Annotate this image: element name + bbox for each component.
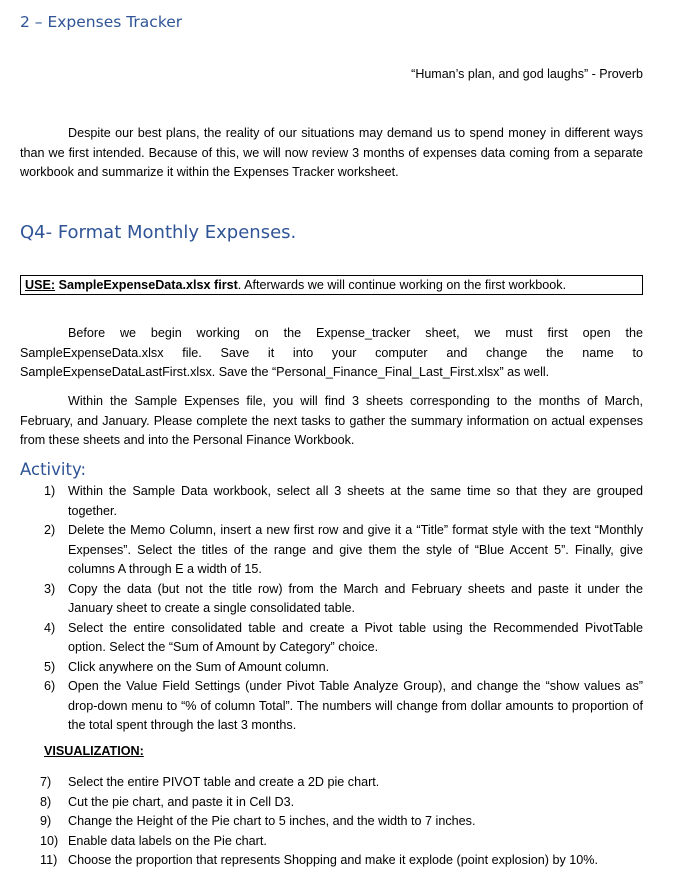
step-number: 8) [40,794,52,809]
step-number: 9) [40,814,52,828]
q4-heading: Q4- Format Monthly Expenses. [20,222,297,243]
list-item [44,658,643,678]
list-item [44,677,643,736]
step-text: Select the entire PIVOT table and create a 2D pie chart. [68,775,380,789]
step-text: Change the Height of the Pie chart to 5 inches, and the width to 7 inches. [68,814,476,828]
visualization-heading: VISUALIZATION: [44,744,144,758]
step-number: 11) [40,853,58,867]
list-item [40,812,643,832]
step-text: Choose the proportion that represents Shopping and make it explode (point explosion) by 10%. [68,853,598,867]
step-text: Enable data labels on the Pie chart. [68,833,267,848]
paragraph-setup [20,324,643,383]
step-number: 5) [44,659,56,674]
proverb-quote: “Human’s plan, and god laughs” - Proverb [411,67,643,81]
step-text: Select the entire consolidated table and create a Pivot table using the Recommended PivotTable option. Select the “Sum of Amount by Category” choice. [68,620,643,654]
paragraph-sheets [20,392,643,451]
use-label: USE: [25,278,56,292]
list-item [40,793,643,813]
step-text: Open the Value Field Settings (under Pivot Table Analyze Group), and change the “show values as” drop-down menu to “% of column Total”. The numbers will change from dollar amounts to proportion of the total spent through the last 3 months. [68,679,643,732]
list-item [40,832,643,852]
step-text: Cut the pie chart, and paste it in Cell D3. [68,794,295,809]
use-instruction: . Afterwards we will continue working on the first workbook. [237,278,567,292]
step-number: 1) [44,484,56,498]
activity-heading: Activity: [20,460,87,479]
paragraph-sheets-text: Within the Sample Expenses file, you will find 3 sheets corresponding to the months of March, February, and January. Please complete the next tasks to gather the summary information on actual expenses from these sheets and into the Personal Finance Workbook. [20,394,643,447]
intro-paragraph-text: Despite our best plans, the reality of our situations may demand us to spend money in different ways than we first intended. Because of this, we will now review 3 months of expenses data coming from a separate workbook and summarize it within the Expenses Tracker worksheet. [20,126,643,179]
step-number: 7) [40,775,52,789]
use-file-box [20,275,643,295]
step-text: Copy the data (but not the title row) from the March and February sheets and paste it under the January sheet to create a single consolidated table. [68,581,643,615]
list-item [44,580,643,619]
step-number: 10) [40,833,59,848]
step-text: Within the Sample Data workbook, select all 3 sheets at the same time so that they are grouped together. [68,484,643,518]
step-number: 4) [44,620,56,635]
list-item [40,851,643,871]
step-text: Click anywhere on the Sum of Amount column. [68,659,330,674]
use-file-name: SampleExpenseData.xlsx first [55,278,238,292]
visualization-list [40,773,643,871]
step-text: Delete the Memo Column, insert a new first row and give it a “Title” format style with the text “Monthly Expenses”. Select the titles of the range and give them the style of “Blue Accent 5”. Finally, give columns A through E a width of 15. [68,523,643,576]
list-item [44,619,643,658]
section-heading: 2 – Expenses Tracker [20,13,183,31]
intro-paragraph [20,124,643,183]
activity-list [44,482,643,736]
list-item [40,773,643,793]
step-number: 3) [44,581,56,596]
list-item [44,521,643,580]
step-number: 6) [44,679,56,693]
paragraph-setup-text: Before we begin working on the Expense_tracker sheet, we must first open the SampleExpenseData.xlsx file. Save it into your computer and change the name to SampleExpenseDataLastFirst.xlsx. Save the “Personal_Finance_Final_Last_First.xlsx” as well. [20,326,643,379]
step-number: 2) [44,523,56,537]
list-item [44,482,643,521]
